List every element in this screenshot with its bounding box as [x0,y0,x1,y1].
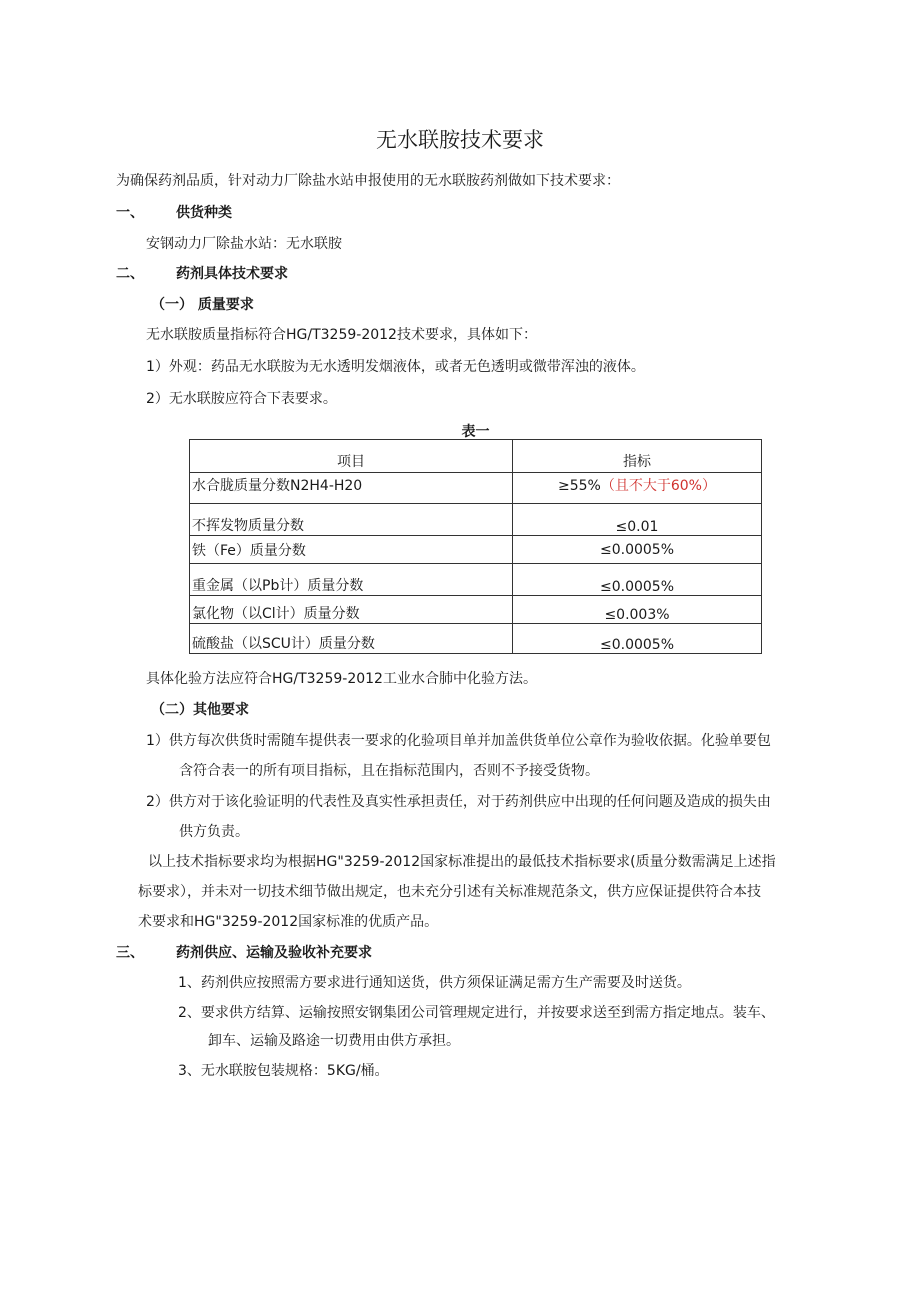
table-cell-value: ≤0.0005% [513,536,762,564]
supply-req-2-line1: 2、要求供方结算、运输按照安钢集团公司管理规定进行，并按要求送至到需方指定地点。装车、 [178,1005,775,1021]
table-cell-item: 氯化物（以Cl计）质量分数 [190,596,513,624]
table-header-row [190,440,762,473]
other-req-2-line2: 供方负责。 [179,824,249,840]
other-req-1-line1: 1）供方每次供货时需随车提供表一要求的化验项目单并加盖供货单位公章作为验收依据。化验单要包 [146,733,771,749]
section1-number: 一、 [116,205,144,221]
table-row [190,473,762,504]
supply-req-2-line2: 卸车、运输及路途一切费用由供方承担。 [208,1033,460,1049]
summary-line3: 术要求和HG"3259-2012国家标准的优质产品。 [138,914,439,930]
table-cell-value: ≤0.0005% [513,624,762,654]
table-row [190,504,762,536]
intro-paragraph: 为确保药剂品质，针对动力厂除盐水站申报使用的无水联胺药剂做如下技术要求： [116,173,620,189]
section1-body: 安钢动力厂除盐水站：无水联胺 [146,236,342,252]
spec-table [189,439,762,654]
other-req-1-line2: 含符合表一的所有项目指标，且在指标范围内，否则不予接受货物。 [179,763,599,779]
section1-heading: 供货种类 [176,205,232,221]
section3-number: 三、 [116,945,144,961]
table-row [190,596,762,624]
table-cell-value [513,473,762,504]
subsection1-paragraph2: 1）外观：药品无水联胺为无水透明发烟液体，或者无色透明或微带浑浊的液体。 [146,359,645,375]
summary-line1: 以上技术指标要求均为根据HG"3259-2012国家标准提出的最低技术指标要求(质量分数需满足上述指 [148,854,776,870]
subsection2-heading: （二）其他要求 [151,702,249,718]
section2-number: 二、 [116,266,144,282]
table-cell-item: 硫酸盐（以SCU计）质量分数 [190,624,513,654]
table-cell-item: 重金属（以Pb计）质量分数 [190,564,513,596]
table-cell-value: ≤0.01 [513,504,762,536]
table-cell-item: 铁（Fe）质量分数 [190,536,513,564]
section3-heading: 药剂供应、运输及验收补充要求 [176,945,372,961]
table-cell-item: 水合胧质量分数N2H4-H20 [190,473,513,504]
summary-line2: 标要求），并未对一切技术细节做出规定，也未充分引述有关标准规范条文，供方应保证提供符合本技 [138,884,761,900]
subsection1-paragraph3: 2）无水联胺应符合下表要求。 [146,391,337,407]
value-text: ≥55% [558,478,601,494]
supply-req-3: 3、无水联胺包装规格：5KG/桶。 [178,1063,389,1079]
table-header-value: 指标 [513,440,762,473]
table-header-item: 项目 [190,440,513,473]
table-cell-value: ≤0.003% [513,596,762,624]
table-caption: 表一 [461,424,490,440]
table-row [190,564,762,596]
page-title: 无水联胺技术要求 [376,128,544,152]
subsection1-paragraph1: 无水联胺质量指标符合HG/T3259-2012技术要求，具体如下： [146,327,537,343]
test-method-note: 具体化验方法应符合HG/T3259-2012工业水合肺中化验方法。 [146,671,537,687]
other-req-2-line1: 2）供方对于该化验证明的代表性及真实性承担责任，对于药剂供应中出现的任何问题及造成的损失由 [146,794,771,810]
section2-heading: 药剂具体技术要求 [176,266,288,282]
subsection1-heading: （一） 质量要求 [151,297,254,313]
supply-req-1: 1、药剂供应按照需方要求进行通知送货，供方须保证满足需方生产需要及时送货。 [178,975,691,991]
value-note: （且不大于60%） [600,478,716,494]
table-cell-item: 不挥发物质量分数 [190,504,513,536]
table-cell-value: ≤0.0005% [513,564,762,596]
table-row [190,536,762,564]
table-row [190,624,762,654]
